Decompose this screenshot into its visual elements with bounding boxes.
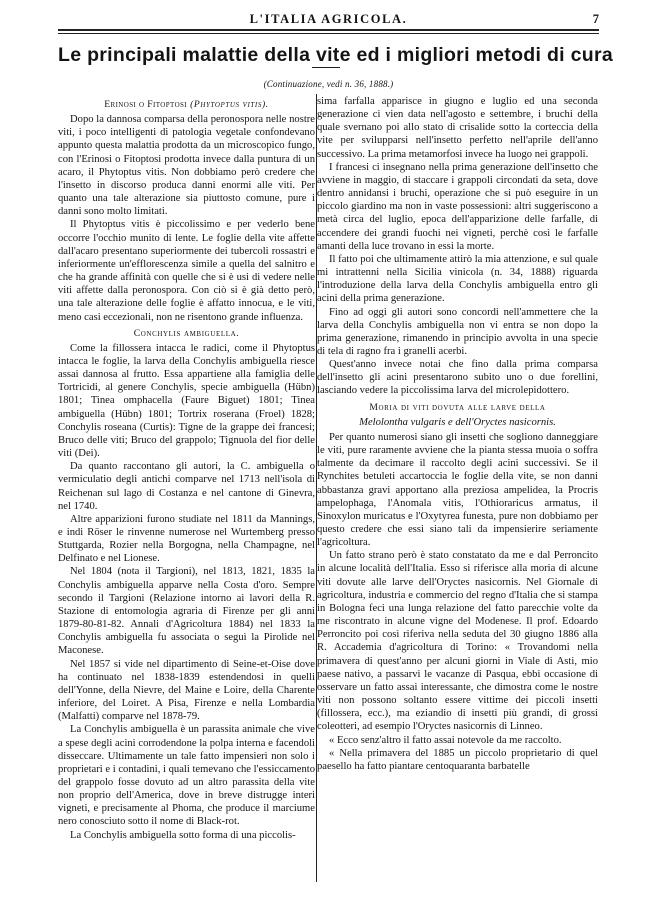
paragraph: La Conchylis ambiguella è un parassita animale che vive a spese degli acini corrodendone la polpa interna e facendoli disseccare. Ultimamente un tale fatto impensierì non solo i proprietari e i contadini, i quali temevano che l'essiccamento del grappolo fosse dovuto ad un altro parassita della vite non proprio dell'America, dove in breve distrugge interi vigneti, e precisamente al Phoma, che produce il marciume nero conosciuto sotto il nome di Black-rot. (58, 724, 315, 828)
paragraph: Quest'anno invece notai che fino dalla prima comparsa dell'insetto gli acini presentarono subito uno o due forellini, lasciando vedere la piccolissima larva del microlepidottero. (317, 359, 598, 397)
paragraph: Nel 1857 si vide nel dipartimento di Seine-et-Oise dove ha continuato nel 1838-1839 estendendosi in quelli dell'Yonne, della Nievre, del Maine e Loire, della Charente inferiore, del Loiret. A Pisa, Firenze e nella Lombardia (Malfatti) comparve nel 1878-79. (58, 658, 315, 723)
continuation-note: (Continuazione, vedi n. 36, 1888.) (263, 79, 394, 89)
right-column (317, 95, 598, 773)
erinosi-label: Erinosi o Fitoptosi (104, 99, 188, 110)
page-number: 7 (592, 12, 599, 26)
header-rule-thick (58, 29, 599, 31)
paragraph: Nel 1804 (nota il Targioni), nel 1813, 1821, 1835 la Conchylis ambiguella apparve nella Costa d'oro. Sempre secondo il Targioni (Relazione intorno ai lavori della R. Stazione di entomologia agraria di Firenze per gli anni 1879-80-81-82. Annali d'Agricoltura 1884) nel 1833 la Conchylis ambiguella fu associata o seguì la Pirolide nel Maconese. (58, 566, 315, 657)
running-header (58, 12, 599, 28)
paragraph: I francesi ci insegnano nella prima generazione dell'insetto che avviene in maggio, di staccare i grappoli circondati da seta, dove dentro annidansi i bruchi, operazione che si può eseguire in un piccolo giardino ma non in vaste possessioni: altri suggeriscono a metà circa del luglio, epoca dell'apparizione delle farfalle, di accendere dei grandi fuochi nei vigneti, perchè così le farfalle amanti della luce trovano in essi la morte. (317, 161, 598, 252)
article-title: Le principali malattie della vite ed i migliori metodi di cura (58, 44, 613, 66)
left-column (58, 95, 315, 842)
header-rule-thin (58, 33, 599, 34)
erinosi-species: (Phytoptus vitis). (190, 99, 269, 110)
title-short-rule (312, 67, 340, 68)
paragraph: Dopo la dannosa comparsa della peronospora nelle nostre viti, i poco intelligenti di patologia vegetale confondevano appunto questa malattia prodotta da un microscopico fungo, con l'Erinosi o Fitoptosi prodotta invece dalla puntura di un acaro, il Phytoptus vitis. Non dobbiamo però credere che l'insetto in discorso produca danni enormi alle viti. Per quanto una tale alterazione sia piuttosto comune, pure i danni sono molto limitati. (58, 114, 315, 218)
paragraph: Il fatto poi che ultimamente attirò la mia attenzione, e sul quale mi intrattenni nella Sicilia vinicola (n. 34, 1888) riguarda l'introduzione della larva della Conchylis ambiguella entro gli acini della prima generazione. (317, 253, 598, 305)
paragraph: Un fatto strano però è stato constatato da me e dal Perroncito in alcune località dell'Italia. Esso si riferisce alla moria di alcune viti dovute alle larve dell'Oryctes nasicornis. Nel Giornale di agricoltura, industria e commercio del regno d'Italia che si stampa in Bologna feci una lunga relazione del fatto parecchie volte da me riscontrato in alcune vigne del Modenese. Il prof. Edoardo Perroncito poi così riferiva nella seduta del 30 giugno 1886 alla R. Accademia d'agricoltura di Torino: « Trovandomi nella primavera di quest'anno per alcuni giorni in Viale di Asti, mio paese nativo, a passarvi le vacanze di Pasqua, ebbi occasione di osservare un fatto assai interessante, che dimostra come le nostre viti non possono soltanto essere vittime dei piccoli insetti (fillossera, ecc.), ma eziandio di insetti più grandi, di grossi coleotteri, ad esempio l'Oryctes nasicornis di Linneo. (317, 550, 598, 733)
section-heading-moria: Moria di viti dovuta alle larve della (369, 401, 546, 413)
section-subheading-moria: Melolontha vulgaris e dell'Oryctes nasicornis. (359, 416, 556, 428)
paragraph: Il Phytoptus vitis è piccolissimo e per vederlo bene occorre l'occhio munito di lente. Le foglie della vite affette dall'acaro presentano superiormente dei tubercoli rossastri e inferiormente un'efflorescenza simile a quella del salnitro e che ha grande affinità con quelle che si è usi di vedere nelle viti affette dalla peronospora. Con ciò si è già detto però, una tale alterazione delle foglie è affatto innocua, e le viti, meno casi eccezionali, non ne risentono grande influenza. (58, 219, 315, 323)
paragraph: Altre apparizioni furono studiate nel 1811 da Mannings, e indi Röser le rinvenne numerose nel Wurtemberg presso Stuttgarda, Rozier nella Borgogna, nella Champagne, nel Delfinato e nel Lionese. (58, 513, 315, 565)
paragraph: sima farfalla apparisce in giugno e luglio ed una seconda generazione ci vien data nell'agosto e settembre, i bruchi della quale svernano poi allo stato di crisalide sotto la corteccia della vite per svilupparsi nell'insetto perfetto nell'aprile dell'anno successivo. La prima metamorfosi invece ha luogo nei grappoli. (317, 96, 598, 160)
paragraph: Fino ad oggi gli autori sono concordi nell'ammettere che la larva della Conchylis ambiguella non vi entra se non dopo la prima generazione, rimanendo in principio avvolta in una specie di tela di ragno fra i granelli acerbi. (317, 306, 598, 357)
running-title: L'ITALIA AGRICOLA. (249, 12, 408, 26)
paragraph: La Conchylis ambiguella sotto forma di una piccolis- (70, 829, 296, 841)
paragraph: « Nella primavera del 1885 un piccolo proprietario di quel paesello ha fatto piantare centoquaranta barbatelle (317, 747, 598, 772)
section-heading-conchylis: Conchylis ambiguella. (133, 327, 240, 339)
paragraph: « Ecco senz'altro il fatto assai notevole da me raccolto. (329, 734, 562, 746)
paragraph: Da quanto raccontano gli autori, la C. ambiguella o vermiculatio degli antichi comparve nel 1713 nell'isola di Reichenan sul lago di Costanza e nel cantone di Ginevra, nel 1740. (58, 461, 315, 512)
paragraph: Come la fillossera intacca le radici, come il Phytoptus intacca le foglie, la larva della Conchylis ambiguella riesce assai dannosa al frutto. Essa appartiene alla famiglia delle Tortricidi, al genere Conchylis, specie ambiguella (Hübn) 1801; Tinea omphacella (Faure Biguet) 1801; Tinea ambiguella (Hübn) 1801; Tortrix roserana (Froel) 1828; Conchylis roseana (Curtis): Tigne de la grappe dei francesi; Bruco delle viti; Bruco del grappolo; Tignuola del fior delle viti (Dei). (58, 342, 315, 460)
section-heading-erinosi (58, 98, 315, 111)
paragraph: Per quanto numerosi siano gli insetti che sogliono danneggiare le viti, pure raramente avviene che la pianta stessa muoia o soffra talmente da decimare il raccolto degli acini successivi. Se il Rynchites betuleti accartoccia le foglie della vite, se non danni abbastanza gravi apportano alla preziosa ampelidea, la Procris ampelophaga, l'Anomala vitis, l'Othioraricus armatus, il Sinoxylon muricatus e l'Oxytyrea funesta, pure non dobbiamo per questo credere che essi siano tali da impensierire seriamente l'agricoltura. (317, 431, 598, 549)
